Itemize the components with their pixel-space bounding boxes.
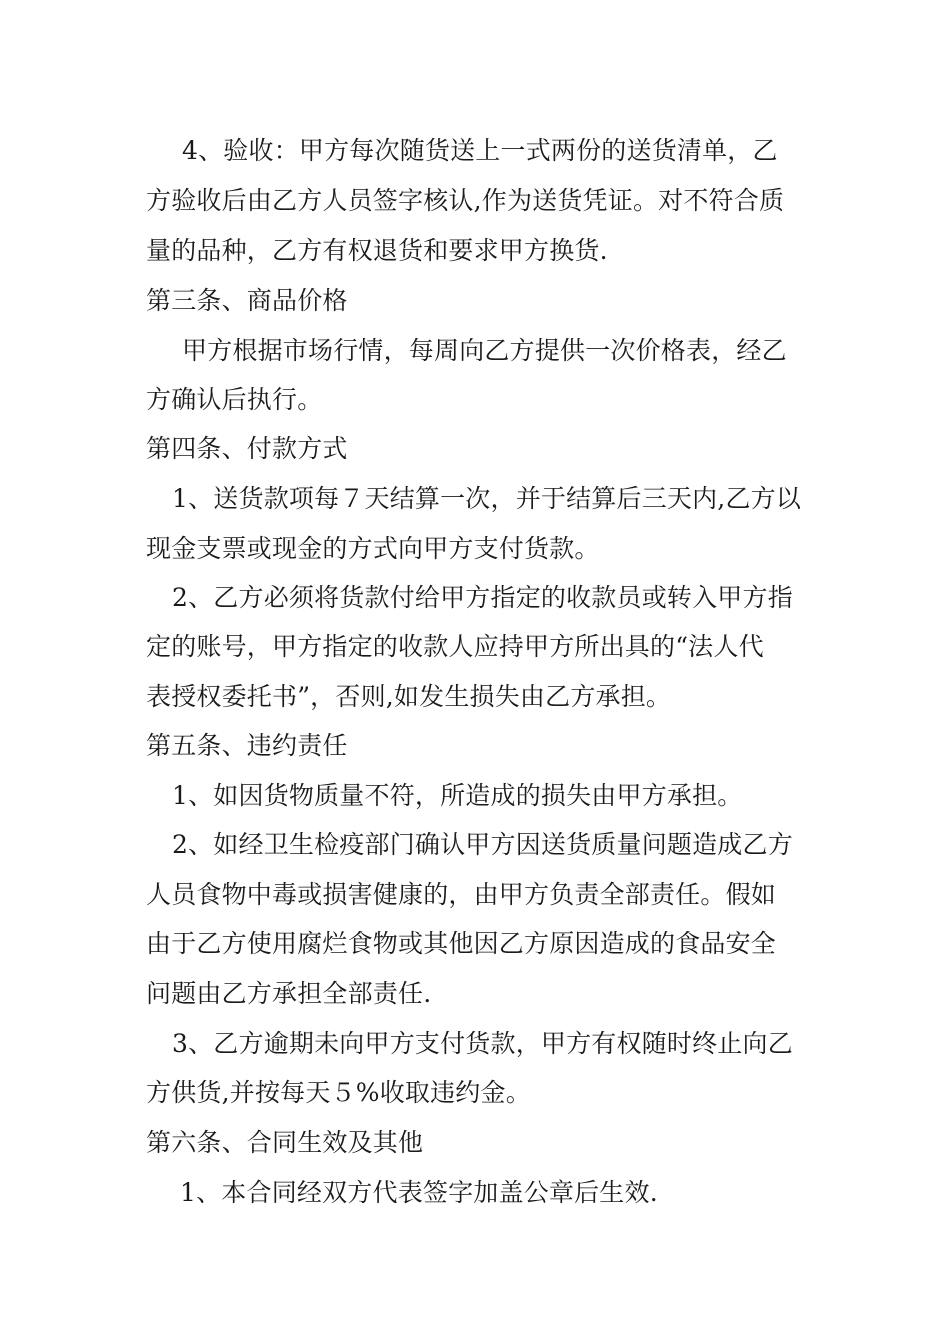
paragraph-line: 方确认后执行。 bbox=[146, 385, 323, 414]
section-heading: 第五条、违约责任 bbox=[146, 731, 348, 760]
paragraph-line: 1、本合同经双方代表签字加盖公章后生效. bbox=[180, 1178, 658, 1207]
paragraph-line: 方供货,并按每天５%收取违约金。 bbox=[146, 1078, 531, 1107]
paragraph-line: 量的品种，乙方有权退货和要求甲方换货. bbox=[146, 236, 608, 265]
paragraph-line: 2、如经卫生检疫部门确认甲方因送货质量问题造成乙方 bbox=[172, 830, 793, 859]
paragraph-line: 2、乙方必须将货款付给甲方指定的收款员或转入甲方指 bbox=[172, 583, 793, 612]
section-heading: 第四条、付款方式 bbox=[146, 434, 348, 463]
paragraph-line: 1、送货款项每７天结算一次，并于结算后三天内,乙方以 bbox=[172, 484, 802, 513]
paragraph-line: 甲方根据市场行情，每周向乙方提供一次价格表，经乙 bbox=[182, 336, 787, 365]
paragraph-line: 1、如因货物质量不符，所造成的损失由甲方承担。 bbox=[172, 781, 743, 810]
paragraph-line: 人员食物中毒或损害健康的，由甲方负责全部责任。假如 bbox=[146, 880, 777, 909]
paragraph-line: 现金支票或现金的方式向甲方支付货款。 bbox=[146, 534, 600, 563]
paragraph-line: 方验收后由乙方人员签字核认,作为送货凭证。对不符合质 bbox=[146, 186, 785, 215]
section-heading: 第六条、合同生效及其他 bbox=[146, 1128, 424, 1157]
paragraph-line: 由于乙方使用腐烂食物或其他因乙方原因造成的食品安全 bbox=[146, 929, 777, 958]
paragraph-line: 问题由乙方承担全部责任. bbox=[146, 979, 432, 1008]
paragraph-line: 4、验收：甲方每次随货送上一式两份的送货清单，乙 bbox=[182, 136, 778, 165]
paragraph-line: 定的账号，甲方指定的收款人应持甲方所出具的“法人代 bbox=[146, 632, 764, 661]
paragraph-line: 3、乙方逾期未向甲方支付货款，甲方有权随时终止向乙 bbox=[172, 1029, 793, 1058]
section-heading: 第三条、商品价格 bbox=[146, 286, 348, 315]
paragraph-line: 表授权委托书”，否则,如发生损失由乙方承担。 bbox=[146, 682, 672, 711]
